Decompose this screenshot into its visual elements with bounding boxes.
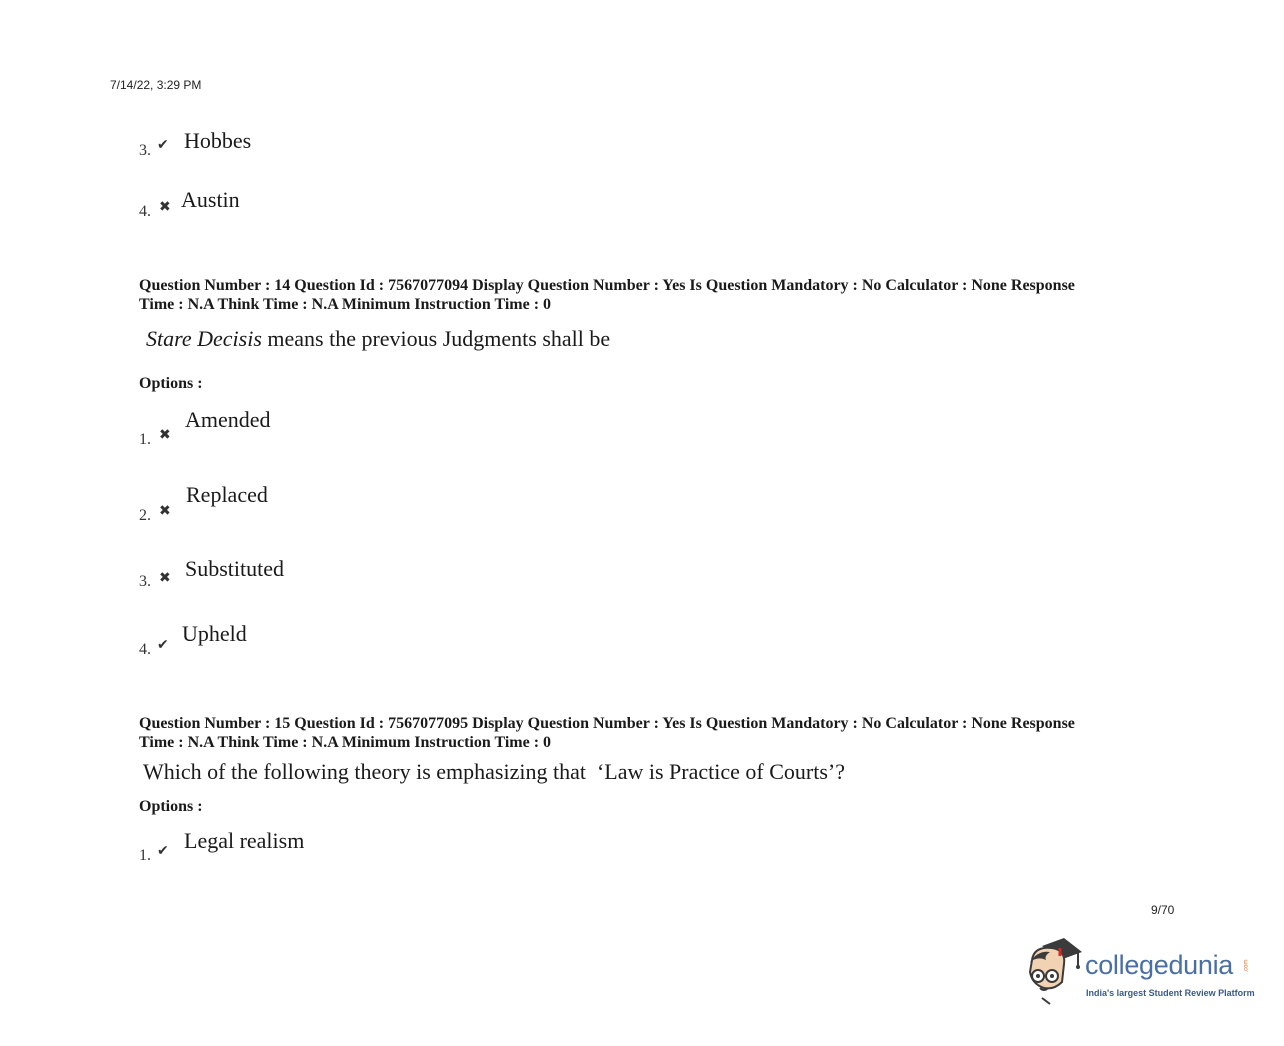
cross-icon: ✖ [159,427,171,443]
logo-tagline: India's largest Student Review Platform [1086,988,1255,998]
page-number: 9/70 [1151,903,1175,917]
option-text: Legal realism [184,828,305,853]
option-number: 4. [139,641,151,658]
option-text: Substituted [185,556,285,581]
option-text: Hobbes [184,128,252,153]
question-text-rest: means the previous Judgments shall be [261,326,611,351]
option-text: Upheld [182,621,247,646]
print-timestamp: 7/14/22, 3:29 PM [110,78,202,92]
option-text: Amended [185,407,271,432]
question-meta-line: Question Number : 14 Question Id : 7567077094 Display Question Number : Yes Is Question Mandatory : No Calculator : None Response [139,277,1075,294]
option-number: 1. [139,847,151,864]
question-14-meta [139,276,1169,314]
question-14-text [146,326,610,352]
check-icon: ✔ [157,843,169,859]
logo-domain-suffix: .com [1243,959,1250,973]
option-number: 2. [139,507,151,524]
option-number: 3. [139,142,151,159]
question-meta-line: Time : N.A Think Time : N.A Minimum Instruction Time : 0 [139,734,552,751]
option-number: 1. [139,431,151,448]
options-label: Options : [139,798,203,815]
check-icon: ✔ [157,137,169,153]
question-italic-term: Stare Decisis [146,326,262,351]
question-15-meta [139,714,1169,752]
check-icon: ✔ [157,637,169,653]
option-number: 4. [139,203,151,220]
collegedunia-logo-text: collegedunia [1085,950,1234,980]
option-text: Replaced [186,482,268,507]
question-meta-line: Question Number : 15 Question Id : 7567077095 Display Question Number : Yes Is Question Mandatory : No Calculator : None Response [139,715,1075,732]
graduate-mascot-icon [1024,938,1086,1006]
option-text: Austin [181,187,240,212]
question-15-text: Which of the following theory is emphasizing that ‘Law is Practice of Courts’? [143,759,845,784]
cross-icon: ✖ [159,570,171,586]
question-meta-line: Time : N.A Think Time : N.A Minimum Instruction Time : 0 [139,296,552,313]
options-label: Options : [139,375,203,392]
cross-icon: ✖ [159,503,171,519]
option-number: 3. [139,573,151,590]
cross-icon: ✖ [159,199,171,215]
